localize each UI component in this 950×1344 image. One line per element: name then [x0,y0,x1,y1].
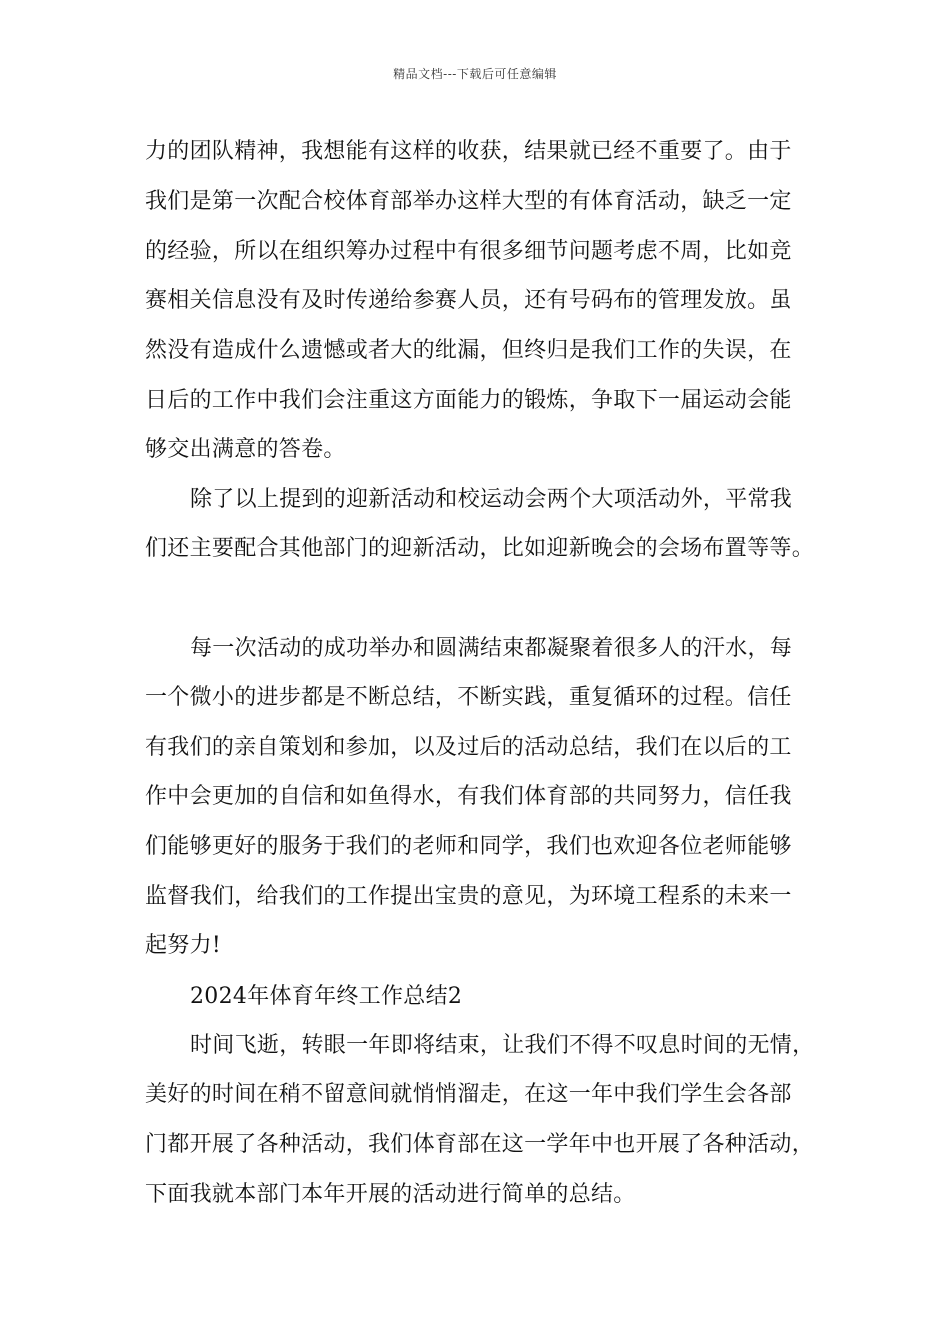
paragraph-4-line: 下面我就本部门本年开展的活动进行简单的总结。 [145,1182,636,1207]
paragraph-1-line: 赛相关信息没有及时传递给参赛人员，还有号码布的管理发放。虽 [145,288,792,313]
paragraph-4-line: 门都开展了各种活动，我们体育部在这一学年中也开展了各种活动， [145,1132,815,1157]
paragraph-1-line: 力的团队精神，我想能有这样的收获，结果就已经不重要了。由于 [145,139,792,164]
paragraph-4-line: 美好的时间在稍不留意间就悄悄溜走，在这一年中我们学生会各部 [145,1082,792,1107]
paragraph-1-line: 然没有造成什么遗憾或者大的纰漏，但终归是我们工作的失误，在 [145,338,792,363]
paragraph-1-line: 够交出满意的答卷。 [145,437,346,462]
paragraph-3-line: 有我们的亲自策划和参加，以及过后的活动总结，我们在以后的工 [145,735,792,760]
paragraph-3-line: 一个微小的进步都是不断总结，不断实践，重复循环的过程。信任 [145,685,792,710]
paragraph-4-line: 时间飞逝，转眼一年即将结束，让我们不得不叹息时间的无情， [190,1033,815,1058]
paragraph-3-line: 监督我们，给我们的工作提出宝贵的意见，为环境工程系的未来一 [145,884,792,909]
page-header: 精品文档---下载后可任意编辑 [393,67,557,81]
paragraph-3-line: 们能够更好的服务于我们的老师和同学，我们也欢迎各位老师能够 [145,834,792,859]
paragraph-3-line: 起努力! [145,933,222,958]
paragraph-3-line: 作中会更加的自信和如鱼得水，有我们体育部的共同努力，信任我 [145,784,792,809]
paragraph-2-line: 们还主要配合其他部门的迎新活动，比如迎新晚会的会场布置等等。 [145,536,815,561]
section-title: 2024年体育年终工作总结2 [190,984,463,1009]
paragraph-1-line: 日后的工作中我们会注重这方面能力的锻炼，争取下一届运动会能 [145,388,792,413]
paragraph-2-line: 除了以上提到的迎新活动和校运动会两个大项活动外，平常我 [190,487,793,512]
paragraph-1-line: 的经验，所以在组织筹办过程中有很多细节问题考虑不周，比如竞 [145,239,792,264]
paragraph-3-line: 每一次活动的成功举办和圆满结束都凝聚着很多人的汗水，每 [190,636,793,661]
paragraph-1-line: 我们是第一次配合校体育部举办这样大型的有体育活动，缺乏一定 [145,189,792,214]
